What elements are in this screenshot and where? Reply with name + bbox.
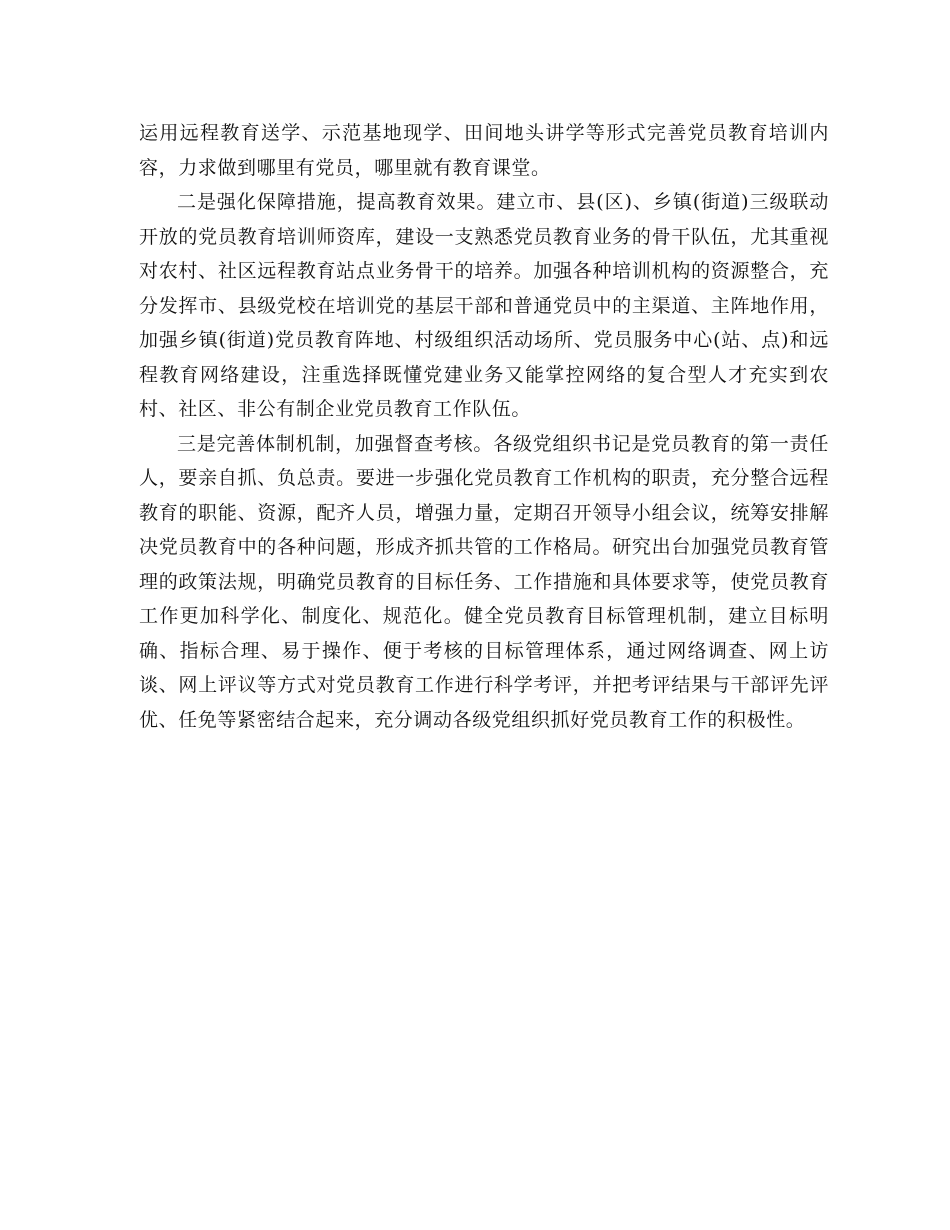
document-body — [139, 116, 829, 737]
paragraph-institutional-mechanisms: 三是完善体制机制，加强督查考核。各级党组织书记是党员教育的第一责任人，要亲自抓、负总责。要进一步强化党员教育工作机构的职责，充分整合远程教育的职能、资源，配齐人员，增强力量，定期召开领导小组会议，统筹安排解决党员教育中的各种问题，形成齐抓共管的工作格局。研究出台加强党员教育管理的政策法规，明确党员教育的目标任务、工作措施和具体要求等，使党员教育工作更加科学化、制度化、规范化。健全党员教育目标管理机制，建立目标明确、指标合理、易于操作、便于考核的目标管理体系，通过网络调查、网上访谈、网上评议等方式对党员教育工作进行科学考评，并把考评结果与干部评先评优、任免等紧密结合起来，充分调动各级党组织抓好党员教育工作的积极性。 — [139, 432, 829, 731]
paragraph-safeguard-measures: 二是强化保障措施，提高教育效果。建立市、县(区)、乡镇(街道)三级联动开放的党员教育培训师资库，建设一支熟悉党员教育业务的骨干队伍，尤其重视对农村、社区远程教育站点业务骨干的培养。加强各种培训机构的资源整合，充分发挥市、县级党校在培训党的基层干部和普通党员中的主渠道、主阵地作用，加强乡镇(街道)党员教育阵地、村级组织活动场所、党员服务中心(站、点)和远程教育网络建设，注重选择既懂党建业务又能掌控网络的复合型人才充实到农村、社区、非公有制企业党员教育工作队伍。 — [139, 191, 829, 420]
paragraph-continuation: 运用远程教育送学、示范基地现学、田间地头讲学等形式完善党员教育培训内容，力求做到哪里有党员，哪里就有教育课堂。 — [139, 122, 829, 179]
